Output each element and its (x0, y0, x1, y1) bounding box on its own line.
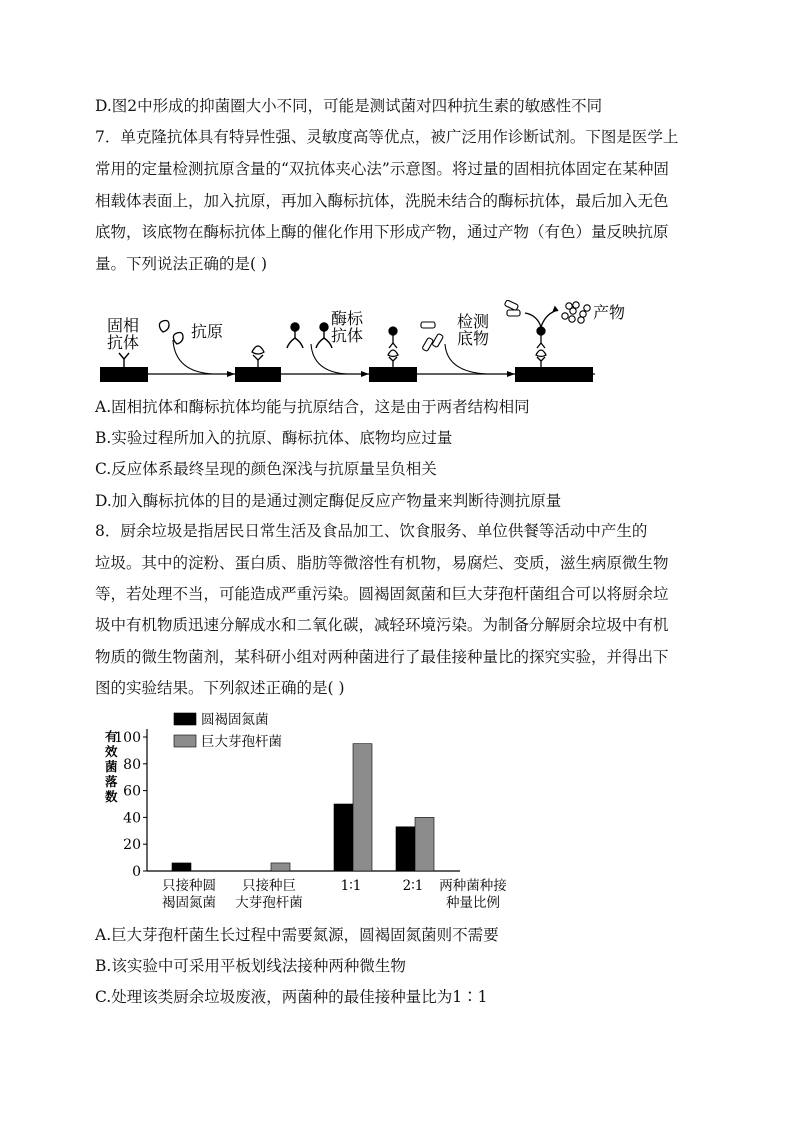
q7-option-c: C.反应体系最终呈现的颜色深浅与抗原量呈负相关 (95, 460, 437, 478)
arrow-head (361, 371, 369, 377)
legend-swatch (174, 735, 196, 747)
solid-antibody-icon (119, 353, 129, 367)
q7-option-b: B.实验过程所加入的抗原、酶标抗体、底物均应过量 (95, 429, 453, 447)
bar-bacillus (271, 863, 290, 871)
x-axis-label: 种量比例 (446, 895, 500, 911)
q8-option-c: C.处理该类厨余垃圾废液，两菌种的最佳接种量比为1∶1 (95, 988, 488, 1006)
bar-bacillus (415, 817, 434, 871)
x-category-label: 2∶1 (402, 878, 424, 894)
q7-option-d: D.加入酶标抗体的目的是通过测定酶促反应产物量来判断待测抗原量 (95, 492, 562, 510)
y-tick-label: 60 (123, 783, 141, 800)
q7-stem-line: 7．单克隆抗体具有特异性强、灵敏度高等优点，被广泛用作诊断试剂。下图是医学上 (95, 128, 679, 146)
q7-stem-line: 量。下列说法正确的是( ) (95, 255, 268, 273)
solid-support-1 (100, 367, 148, 382)
bound-antigen-icon (252, 346, 264, 367)
q8-option-b: B.该实验中可采用平板划线法接种两种微生物 (95, 957, 406, 975)
y-tick-label: 0 (132, 864, 141, 880)
solid-support-3 (369, 367, 417, 382)
x-category-label: 大芽孢杆菌 (235, 895, 303, 911)
enzyme-antibody-icon (287, 323, 332, 348)
y-tick-label: 100 (114, 730, 141, 746)
legend-label: 巨大芽孢杆菌 (201, 734, 282, 750)
x-axis-label: 两种菌种接 (439, 878, 507, 894)
final-complex-icon (525, 307, 558, 367)
sandwich-complex-icon (388, 327, 398, 367)
legend-swatch (174, 713, 196, 725)
q8-stem-line: 等，若处理不当，可能造成严重污染。圆褐固氮菌和巨大芽孢杆菌组合可以将厨余垃 (95, 585, 669, 603)
add-antigen-arrow (173, 340, 213, 374)
q7-stem-line: 常用的定量检测抗原含量的“双抗体夹心法”示意图。将过量的固相抗体固定在某种固 (95, 160, 669, 178)
label-substrate-1: 检测 (457, 312, 490, 331)
arrow-head (507, 371, 515, 377)
q8-stem-line: 垃圾。其中的淀粉、蛋白质、脂肪等微溶性有机物，易腐烂、变质，滋生病原微生物 (95, 554, 669, 572)
label-product: 产物 (593, 303, 626, 322)
add-substrate-arrow (445, 344, 487, 374)
label-antigen: 抗原 (191, 322, 224, 341)
bar-bacillus (353, 744, 372, 871)
q6-option-d: D.图2中形成的抑菌圈大小不同，可能是测试菌对四种抗生素的敏感性不同 (95, 97, 603, 115)
label-solid-antibody-1: 固相 (107, 316, 140, 335)
arrow-head (227, 371, 235, 377)
substrate-icon (421, 322, 444, 352)
bar-azotobacter (334, 804, 353, 871)
y-tick-label: 80 (123, 756, 141, 773)
q8-stem-line: 物质的微生物菌剂，某科研小组对两种菌进行了最佳接种量比的探究实验，并得出下 (95, 648, 669, 666)
q8-stem-line: 圾中有机物质迅速分解成水和二氧化碳，减轻环境污染。为制备分解厨余垃圾中有机 (95, 616, 669, 634)
label-substrate-2: 底物 (457, 329, 490, 348)
q8-stem-line: 图的实验结果。下列叙述正确的是( ) (95, 679, 345, 697)
bar-azotobacter (396, 827, 415, 871)
solid-support-4 (515, 367, 593, 382)
y-tick-label: 20 (123, 837, 141, 854)
x-category-label: 褐固氮菌 (162, 895, 216, 911)
bar-chart (95, 705, 515, 917)
bar-azotobacter (172, 863, 191, 871)
x-category-label: 1∶1 (340, 878, 362, 894)
label-enzyme-antibody-2: 抗体 (331, 326, 364, 345)
q7-stem-line: 底物，该底物在酶标抗体上酶的催化作用下形成产物，通过产物（有色）量反映抗原 (95, 223, 669, 241)
x-category-label: 只接种圆 (162, 878, 216, 894)
q8-stem-line: 8．厨余垃圾是指居民日常生活及食品加工、饮食服务、单位供餐等活动中产生的 (95, 522, 648, 540)
q7-option-a: A.固相抗体和酶标抗体均能与抗原结合，这是由于两者结构相同 (95, 398, 530, 416)
x-category-label: 只接种巨 (242, 878, 296, 894)
y-tick-label: 40 (123, 810, 141, 827)
q7-stem-line: 相载体表面上，加入抗原，再加入酶标抗体，洗脱未结合的酶标抗体，最后加入无色 (95, 192, 669, 210)
product-icon (562, 302, 590, 323)
reacting-substrate-icon (504, 300, 520, 316)
add-enzyme-antibody-arrow (311, 344, 347, 374)
sandwich-elisa-diagram (95, 300, 695, 392)
q8-option-a: A.巨大芽孢杆菌生长过程中需要氮源，圆褐固氮菌则不需要 (95, 926, 499, 944)
label-solid-antibody-2: 抗体 (107, 333, 140, 352)
y-axis-label: 有效菌落数 (105, 729, 118, 804)
label-enzyme-antibody-1: 酶标 (331, 309, 364, 328)
legend-label: 圆褐固氮菌 (201, 712, 269, 728)
solid-support-2 (235, 367, 281, 382)
antigen-icon (159, 321, 183, 345)
